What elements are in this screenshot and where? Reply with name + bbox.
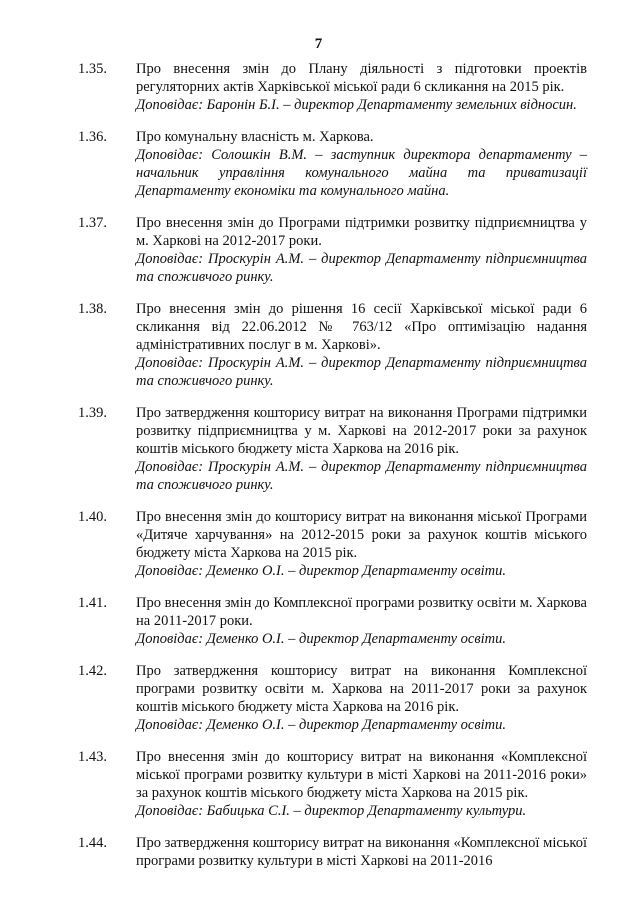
item-number: 1.43. xyxy=(78,749,107,765)
item-reporter: Доповідає: Баронін Б.І. – директор Департаменту земельних відносин. xyxy=(136,97,577,113)
item-reporter: Доповідає: Проскурін А.М. – директор Департаменту підприємництва та споживчого ринку. xyxy=(136,251,587,285)
agenda-list xyxy=(0,60,637,884)
item-title: Про внесення змін до Плану діяльності з підготовки проектів регуляторних актів Харківської міської ради 6 скликання на 2015 рік. xyxy=(136,61,587,95)
agenda-item xyxy=(0,834,637,870)
item-title: Про внесення змін до Програми підтримки розвитку підприємництва у м. Харкові на 2012-2017 роки. xyxy=(136,215,587,249)
agenda-item xyxy=(0,404,637,494)
item-reporter: Доповідає: Проскурін А.М. – директор Департаменту підприємництва та споживчого ринку. xyxy=(136,459,587,493)
agenda-item xyxy=(0,60,637,114)
item-body xyxy=(136,128,587,200)
item-body xyxy=(136,834,587,870)
page-number: 7 xyxy=(314,36,323,52)
agenda-item xyxy=(0,748,637,820)
item-title: Про внесення змін до рішення 16 сесії Харківської міської ради 6 скликання від 22.06.2012 № 763/12 «Про оптимізацію надання адміністративних послуг в м. Харкові». xyxy=(136,301,587,353)
item-title: Про затвердження кошторису витрат на виконання Комплексної програми розвитку освіти м. Харкова на 2011-2017 роки за рахунок коштів міського бюджету міста Харкова на 2016 рік. xyxy=(136,663,587,715)
item-number: 1.41. xyxy=(78,595,107,611)
item-body xyxy=(136,404,587,494)
item-title: Про внесення змін до кошторису витрат на виконання міської Програми «Дитяче харчування» на 2012-2015 роки за рахунок коштів міського бюджету міста Харкова на 2015 рік. xyxy=(136,509,587,561)
agenda-item xyxy=(0,214,637,286)
item-body xyxy=(136,300,587,390)
agenda-item xyxy=(0,662,637,734)
item-title: Про затвердження кошторису витрат на виконання «Комплексної міської програми розвитку культури в місті Харкові на 2011-2016 xyxy=(136,835,587,869)
item-number: 1.39. xyxy=(78,405,107,421)
item-body xyxy=(136,662,587,734)
agenda-item xyxy=(0,300,637,390)
agenda-item xyxy=(0,128,637,200)
agenda-item xyxy=(0,594,637,648)
item-title: Про комунальну власність м. Харкова. xyxy=(136,129,374,145)
item-number: 1.38. xyxy=(78,301,107,317)
item-title: Про внесення змін до Комплексної програми розвитку освіти м. Харкова на 2011-2017 роки. xyxy=(136,595,587,629)
item-reporter: Доповідає: Деменко О.І. – директор Департаменту освіти. xyxy=(136,563,506,579)
item-body xyxy=(136,60,587,114)
item-reporter: Доповідає: Проскурін А.М. – директор Департаменту підприємництва та споживчого ринку. xyxy=(136,355,587,389)
item-title: Про внесення змін до кошторису витрат на виконання «Комплексної міської програми розвитку культури в місті Харкові на 2011-2016 роки» за рахунок коштів міського бюджету міста Харкова на 2015 рік. xyxy=(136,749,587,801)
item-reporter: Доповідає: Деменко О.І. – директор Департаменту освіти. xyxy=(136,717,506,733)
item-number: 1.36. xyxy=(78,129,107,145)
item-number: 1.44. xyxy=(78,835,107,851)
item-reporter: Доповідає: Бабицька С.І. – директор Департаменту культури. xyxy=(136,803,527,819)
agenda-item xyxy=(0,508,637,580)
item-body xyxy=(136,594,587,648)
item-reporter: Доповідає: Солошкін В.М. – заступник директора департаменту – начальник управління комунального майна та приватизації Департаменту економіки та комунального майна. xyxy=(136,147,587,199)
item-body xyxy=(136,214,587,286)
item-number: 1.37. xyxy=(78,215,107,231)
item-title: Про затвердження кошторису витрат на виконання Програми підтримки розвитку підприємництва у м. Харкові на 2012-2017 роки за рахунок коштів міського бюджету міста Харкова на 2016 рік. xyxy=(136,405,587,457)
item-reporter: Доповідає: Деменко О.І. – директор Департаменту освіти. xyxy=(136,631,506,647)
item-body xyxy=(136,748,587,820)
item-number: 1.42. xyxy=(78,663,107,679)
item-number: 1.40. xyxy=(78,509,107,525)
item-body xyxy=(136,508,587,580)
item-number: 1.35. xyxy=(78,61,107,77)
